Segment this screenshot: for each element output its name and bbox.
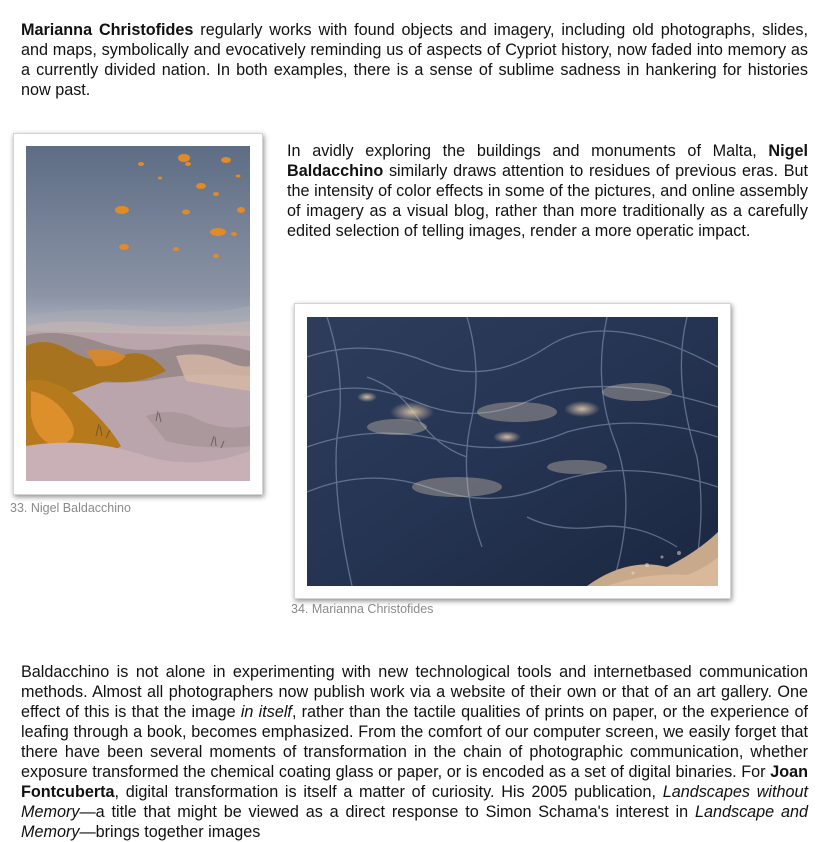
paragraph-baldacchino xyxy=(287,141,808,241)
paragraph-text: regularly works with found objects and imagery, including old photographs, slides, and maps, symbolically and evocatively reminding us of aspects of Cypriot history, now faded into memory as a currently divided nation. In both examples, there is a sense of sublime sadness in hankering for histories now past. xyxy=(21,21,808,99)
paragraph-text: , digital transformation is itself a matter of curiosity. His 2005 publication, xyxy=(114,783,663,801)
paragraph-technology xyxy=(21,662,808,842)
paragraph-text: , rather than the tactile qualities of prints on paper, or the experience of leafing through a book, becomes emphasized. From the comfort of our computer screen, we easily forget that there have been several moments of transformation in the chain of photographic communication, whether exposure transformed the chemical coating glass or paper, or is encoded as a set of digital binaries. For xyxy=(21,703,808,781)
artist-name-fontcuberta: Joan Fontcuberta xyxy=(21,763,808,801)
figure-34-photo xyxy=(307,317,718,586)
figure-33-photo xyxy=(26,146,250,481)
figure-34-caption: 34. Marianna Christofides xyxy=(291,602,434,616)
figure-33-frame xyxy=(13,133,263,495)
figure-34-frame xyxy=(294,303,731,599)
paragraph-text: similarly draws attention to residues of previous eras. But the intensity of color effects in some of the pictures, and online assembly of imagery as a visual blog, rather than more traditionally as a carefully edited selection of telling images, render a more operatic impact. xyxy=(287,162,808,240)
paragraph-text: In avidly exploring the buildings and monuments of Malta, xyxy=(287,142,769,160)
paragraph-christofides xyxy=(21,20,808,100)
book-title: Landscapes without Memory xyxy=(21,783,808,821)
book-title: Landscape and Memory xyxy=(21,803,808,841)
paragraph-text: —brings together images xyxy=(79,823,261,841)
paragraph-text: Baldacchino is not alone in experimenting with new technological tools and internetbased communication methods. Almost all photographers now publish work via a website of their own or that of an art gallery. One effect of this is that the image xyxy=(21,663,808,721)
paragraph-text: —a title that might be viewed as a direct response to Simon Schama's interest in xyxy=(79,803,695,821)
artist-name-baldacchino: Nigel Baldacchino xyxy=(287,142,808,180)
figure-33-caption: 33. Nigel Baldacchino xyxy=(10,501,131,515)
emphasis-text: in itself xyxy=(240,703,292,721)
artist-name-christofides: Marianna Christofides xyxy=(21,21,194,39)
